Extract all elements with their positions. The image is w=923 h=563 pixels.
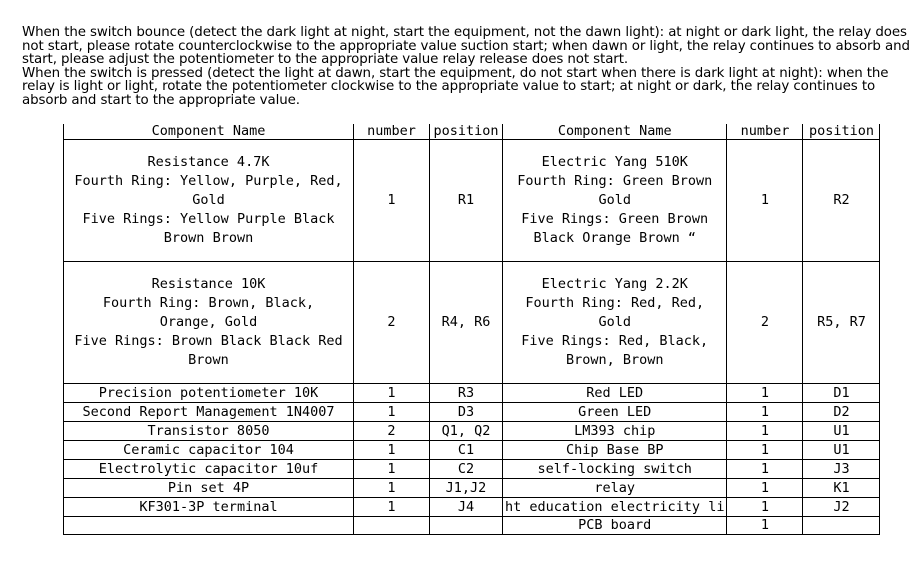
component-name-cell: LM393 chip bbox=[503, 422, 727, 441]
component-name-cell: self-locking switch bbox=[503, 460, 727, 479]
instruction-line: relay is light or light, rotate the potentiometer clockwise to the appropriate value to start; at night or dark, the relay continues to bbox=[22, 79, 876, 95]
position-cell: R2 bbox=[803, 140, 880, 262]
number-cell: 2 bbox=[354, 422, 430, 441]
component-name-cell: KF301-3P terminal bbox=[64, 498, 354, 517]
table-header-row bbox=[64, 124, 880, 140]
component-name-cell: Chip Base BP bbox=[503, 441, 727, 460]
component-name-cell bbox=[64, 517, 354, 535]
component-name-cell: Resistance 10K Fourth Ring: Brown, Black, Orange, Gold Five Rings: Brown Black Black Red Brown bbox=[64, 262, 354, 384]
number-cell: 1 bbox=[727, 384, 803, 403]
column-header: position bbox=[430, 124, 503, 140]
component-name-cell: Transistor 8050 bbox=[64, 422, 354, 441]
number-cell: 1 bbox=[727, 498, 803, 517]
table-row bbox=[64, 479, 880, 498]
component-name-cell: relay bbox=[503, 479, 727, 498]
number-cell: 1 bbox=[727, 422, 803, 441]
table-row bbox=[64, 460, 880, 479]
column-header: number bbox=[354, 124, 430, 140]
instructions-text bbox=[22, 26, 922, 108]
number-cell: 1 bbox=[727, 441, 803, 460]
component-name-cell: Resistance 4.7K Fourth Ring: Yellow, Purple, Red, Gold Five Rings: Yellow Purple Black Brown Brown bbox=[64, 140, 354, 262]
number-cell: 1 bbox=[354, 498, 430, 517]
component-name-cell: Pin set 4P bbox=[64, 479, 354, 498]
position-cell: C1 bbox=[430, 441, 503, 460]
number-cell: 2 bbox=[727, 262, 803, 384]
position-cell: J3 bbox=[803, 460, 880, 479]
number-cell: 1 bbox=[727, 479, 803, 498]
table-row bbox=[64, 441, 880, 460]
column-header: position bbox=[803, 124, 880, 140]
position-cell: U1 bbox=[803, 441, 880, 460]
component-name-cell: Second Report Management 1N4007 bbox=[64, 403, 354, 422]
position-cell: D1 bbox=[803, 384, 880, 403]
position-cell: R5, R7 bbox=[803, 262, 880, 384]
component-name-cell: Electric Yang 2.2K Fourth Ring: Red, Red, Gold Five Rings: Red, Black, Brown, Brown bbox=[503, 262, 727, 384]
position-cell: J1,J2 bbox=[430, 479, 503, 498]
component-name-cell: Green LED bbox=[503, 403, 727, 422]
component-name-cell: ht education electricity li bbox=[503, 498, 727, 517]
instruction-line: start, please adjust the potentiometer to the appropriate value relay release does not start. bbox=[22, 52, 629, 68]
position-cell: U1 bbox=[803, 422, 880, 441]
number-cell: 1 bbox=[354, 441, 430, 460]
component-name-cell: Electrolytic capacitor 10uf bbox=[64, 460, 354, 479]
component-name-cell: Precision potentiometer 10K bbox=[64, 384, 354, 403]
position-cell bbox=[430, 517, 503, 535]
number-cell bbox=[354, 517, 430, 535]
instruction-line: When the switch is pressed (detect the light at dawn, start the equipment, do not start when there is dark light at night): when the bbox=[22, 65, 889, 81]
column-header: Component Name bbox=[64, 124, 354, 140]
component-name-cell: Ceramic capacitor 104 bbox=[64, 441, 354, 460]
component-name-cell: Electric Yang 510K Fourth Ring: Green Brown Gold Five Rings: Green Brown Black Orange Brown “ bbox=[503, 140, 727, 262]
position-cell: C2 bbox=[430, 460, 503, 479]
position-cell: J4 bbox=[430, 498, 503, 517]
table-row bbox=[64, 517, 880, 535]
table-row bbox=[64, 422, 880, 441]
number-cell: 1 bbox=[354, 460, 430, 479]
number-cell: 2 bbox=[354, 262, 430, 384]
number-cell: 1 bbox=[727, 517, 803, 535]
number-cell: 1 bbox=[727, 460, 803, 479]
column-header: number bbox=[727, 124, 803, 140]
position-cell: J2 bbox=[803, 498, 880, 517]
number-cell: 1 bbox=[354, 403, 430, 422]
component-name-cell: PCB board bbox=[503, 517, 727, 535]
table-row bbox=[64, 140, 880, 262]
position-cell: D3 bbox=[430, 403, 503, 422]
number-cell: 1 bbox=[727, 140, 803, 262]
component-list-table bbox=[63, 124, 880, 535]
position-cell: R1 bbox=[430, 140, 503, 262]
table-row bbox=[64, 384, 880, 403]
instruction-line: not start, please rotate counterclockwise to the appropriate value suction start; when dawn or light, the relay continues to absorb and bbox=[22, 38, 910, 54]
table-row bbox=[64, 403, 880, 422]
position-cell: D2 bbox=[803, 403, 880, 422]
table-row bbox=[64, 498, 880, 517]
column-header: Component Name bbox=[503, 124, 727, 140]
position-cell: Q1, Q2 bbox=[430, 422, 503, 441]
number-cell: 1 bbox=[354, 140, 430, 262]
position-cell: R3 bbox=[430, 384, 503, 403]
instruction-line: absorb and start to the appropriate value. bbox=[22, 92, 300, 108]
component-name-cell: Red LED bbox=[503, 384, 727, 403]
position-cell bbox=[803, 517, 880, 535]
number-cell: 1 bbox=[354, 479, 430, 498]
number-cell: 1 bbox=[354, 384, 430, 403]
instruction-line: When the switch bounce (detect the dark light at night, start the equipment, not the dawn light): at night or dark light, the relay does bbox=[22, 25, 907, 40]
table-row bbox=[64, 262, 880, 384]
position-cell: K1 bbox=[803, 479, 880, 498]
position-cell: R4, R6 bbox=[430, 262, 503, 384]
number-cell: 1 bbox=[727, 403, 803, 422]
